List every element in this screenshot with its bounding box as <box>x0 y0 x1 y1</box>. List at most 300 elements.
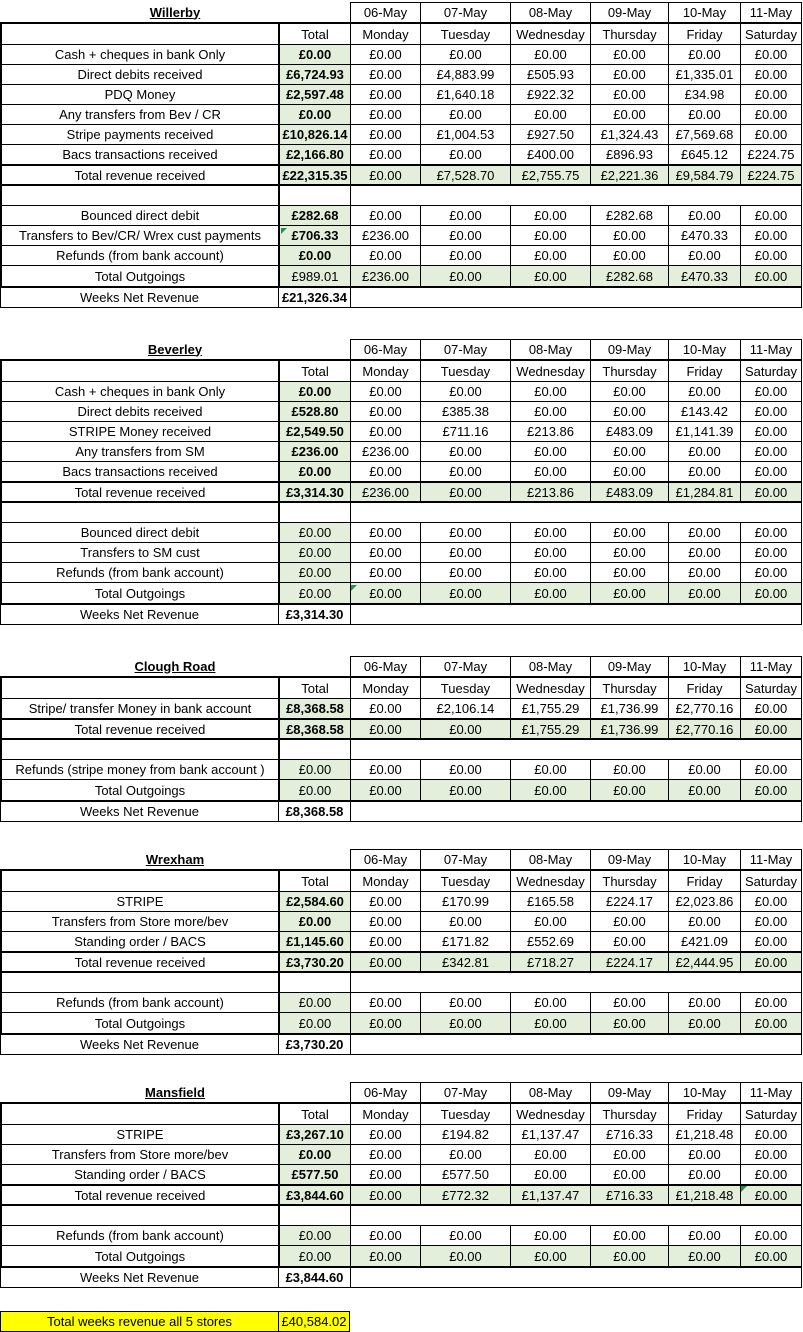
revenue-value-5[interactable]: £1,218.48 <box>668 1124 740 1144</box>
revenue-value-5[interactable]: £0.00 <box>668 104 740 124</box>
total-revenue-total[interactable]: £8,368.58 <box>278 718 350 740</box>
total-revenue-value-2[interactable]: £0.00 <box>420 718 510 740</box>
revenue-value-5[interactable]: £0.00 <box>668 44 740 64</box>
revenue-row-total[interactable]: £10,826.14 <box>278 124 350 144</box>
revenue-value-1[interactable]: £0.00 <box>350 461 420 481</box>
spacer-cell[interactable] <box>278 186 350 206</box>
total-revenue-value-5[interactable]: £9,584.79 <box>668 164 740 186</box>
total-outgoings-value-6[interactable]: £0.00 <box>740 266 802 288</box>
outgoing-value-2[interactable]: £0.00 <box>420 563 510 583</box>
revenue-value-3[interactable]: £0.00 <box>510 911 590 931</box>
outgoing-value-2[interactable]: £0.00 <box>420 523 510 543</box>
revenue-value-1[interactable]: £0.00 <box>350 911 420 931</box>
date-header-5[interactable]: 10-May <box>668 339 740 359</box>
day-header-4[interactable]: Thursday <box>590 22 668 44</box>
revenue-row-total[interactable]: £0.00 <box>278 1144 350 1164</box>
revenue-value-1[interactable]: £0.00 <box>350 124 420 144</box>
revenue-value-1[interactable]: £0.00 <box>350 1164 420 1184</box>
total-outgoings-value-1[interactable]: £0.00 <box>350 583 420 605</box>
outgoing-value-1[interactable]: £0.00 <box>350 563 420 583</box>
revenue-value-4[interactable]: £0.00 <box>590 911 668 931</box>
outgoing-value-4[interactable]: £0.00 <box>590 993 668 1013</box>
total-revenue-value-5[interactable]: £2,770.16 <box>668 718 740 740</box>
total-revenue-value-6[interactable]: £0.00 <box>740 1184 802 1206</box>
header-label-cell[interactable] <box>0 1102 278 1124</box>
revenue-value-1[interactable]: £0.00 <box>350 144 420 164</box>
revenue-value-3[interactable]: £0.00 <box>510 381 590 401</box>
revenue-row-total[interactable]: £0.00 <box>278 381 350 401</box>
outgoing-row-label[interactable]: Transfers to Bev/CR/ Wrex cust payments <box>0 226 278 246</box>
revenue-row-label[interactable]: STRIPE <box>0 1124 278 1144</box>
spacer-cell[interactable] <box>0 973 278 993</box>
revenue-row-total[interactable]: £2,166.80 <box>278 144 350 164</box>
outgoing-row-total[interactable]: £706.33 <box>278 226 350 246</box>
grand-total-label[interactable]: Total weeks revenue all 5 stores <box>0 1311 278 1332</box>
day-header-6[interactable]: Saturday <box>740 359 802 381</box>
outgoing-value-4[interactable]: £282.68 <box>590 206 668 226</box>
total-outgoings-value-2[interactable]: £0.00 <box>420 1246 510 1268</box>
revenue-value-4[interactable]: £0.00 <box>590 381 668 401</box>
date-header-4[interactable]: 09-May <box>590 1082 668 1102</box>
revenue-value-5[interactable]: £34.98 <box>668 84 740 104</box>
revenue-value-6[interactable]: £0.00 <box>740 64 802 84</box>
revenue-value-3[interactable]: £0.00 <box>510 441 590 461</box>
total-outgoings-total[interactable]: £989.01 <box>278 266 350 288</box>
revenue-row-label[interactable]: Any transfers from SM <box>0 441 278 461</box>
day-header-4[interactable]: Thursday <box>590 1102 668 1124</box>
total-outgoings-value-3[interactable]: £0.00 <box>510 780 590 802</box>
net-revenue-blank[interactable] <box>350 605 802 625</box>
outgoing-value-3[interactable]: £0.00 <box>510 543 590 563</box>
total-revenue-total[interactable]: £3,844.60 <box>278 1184 350 1206</box>
revenue-row-total[interactable]: £236.00 <box>278 441 350 461</box>
total-outgoings-value-5[interactable]: £0.00 <box>668 1013 740 1035</box>
spacer-cell[interactable] <box>350 973 802 993</box>
day-header-4[interactable]: Thursday <box>590 869 668 891</box>
net-revenue-label[interactable]: Weeks Net Revenue <box>0 605 278 625</box>
net-revenue-total[interactable]: £3,844.60 <box>278 1268 350 1288</box>
total-outgoings-value-2[interactable]: £0.00 <box>420 780 510 802</box>
revenue-value-6[interactable]: £0.00 <box>740 931 802 951</box>
revenue-value-2[interactable]: £577.50 <box>420 1164 510 1184</box>
revenue-value-5[interactable]: £0.00 <box>668 911 740 931</box>
outgoing-value-1[interactable]: £236.00 <box>350 226 420 246</box>
net-revenue-total[interactable]: £21,326.34 <box>278 288 350 308</box>
revenue-value-6[interactable]: £0.00 <box>740 891 802 911</box>
revenue-value-5[interactable]: £0.00 <box>668 461 740 481</box>
revenue-value-2[interactable]: £0.00 <box>420 104 510 124</box>
revenue-row-label[interactable]: Stripe/ transfer Money in bank account <box>0 698 278 718</box>
outgoing-row-total[interactable]: £282.68 <box>278 206 350 226</box>
total-header[interactable]: Total <box>278 22 350 44</box>
total-header[interactable]: Total <box>278 676 350 698</box>
outgoing-value-3[interactable]: £0.00 <box>510 226 590 246</box>
revenue-value-1[interactable]: £0.00 <box>350 421 420 441</box>
total-revenue-label[interactable]: Total revenue received <box>0 164 278 186</box>
outgoing-value-2[interactable]: £0.00 <box>420 246 510 266</box>
outgoing-value-5[interactable]: £470.33 <box>668 226 740 246</box>
revenue-row-label[interactable]: Bacs transactions received <box>0 461 278 481</box>
revenue-value-2[interactable]: £170.99 <box>420 891 510 911</box>
revenue-value-3[interactable]: £0.00 <box>510 461 590 481</box>
outgoing-value-6[interactable]: £0.00 <box>740 523 802 543</box>
date-header-3[interactable]: 08-May <box>510 656 590 676</box>
revenue-value-6[interactable]: £0.00 <box>740 911 802 931</box>
outgoing-value-5[interactable]: £0.00 <box>668 206 740 226</box>
revenue-value-2[interactable]: £194.82 <box>420 1124 510 1144</box>
total-revenue-value-6[interactable]: £0.00 <box>740 718 802 740</box>
outgoing-value-6[interactable]: £0.00 <box>740 993 802 1013</box>
date-header-2[interactable]: 07-May <box>420 339 510 359</box>
net-revenue-label[interactable]: Weeks Net Revenue <box>0 1035 278 1055</box>
day-header-3[interactable]: Wednesday <box>510 359 590 381</box>
date-header-4[interactable]: 09-May <box>590 2 668 22</box>
revenue-value-3[interactable]: £0.00 <box>510 44 590 64</box>
outgoing-value-2[interactable]: £0.00 <box>420 226 510 246</box>
total-outgoings-value-2[interactable]: £0.00 <box>420 266 510 288</box>
day-header-1[interactable]: Monday <box>350 22 420 44</box>
day-header-1[interactable]: Monday <box>350 676 420 698</box>
outgoing-value-3[interactable]: £0.00 <box>510 1226 590 1246</box>
date-header-6[interactable]: 11-May <box>740 849 802 869</box>
store-title[interactable]: Wrexham <box>145 851 205 867</box>
revenue-value-2[interactable]: £0.00 <box>420 381 510 401</box>
revenue-value-4[interactable]: £0.00 <box>590 1144 668 1164</box>
spacer-cell[interactable] <box>0 186 278 206</box>
revenue-value-5[interactable]: £1,335.01 <box>668 64 740 84</box>
date-header-1[interactable]: 06-May <box>350 2 420 22</box>
spacer-cell[interactable] <box>0 503 278 523</box>
spacer-cell[interactable] <box>278 1206 350 1226</box>
date-header-2[interactable]: 07-May <box>420 1082 510 1102</box>
outgoing-row-total[interactable]: £0.00 <box>278 523 350 543</box>
revenue-value-4[interactable]: £896.93 <box>590 144 668 164</box>
net-revenue-label[interactable]: Weeks Net Revenue <box>0 1268 278 1288</box>
total-outgoings-value-5[interactable]: £470.33 <box>668 266 740 288</box>
revenue-value-2[interactable]: £385.38 <box>420 401 510 421</box>
total-revenue-value-1[interactable]: £0.00 <box>350 164 420 186</box>
revenue-value-2[interactable]: £0.00 <box>420 44 510 64</box>
revenue-value-1[interactable]: £0.00 <box>350 64 420 84</box>
date-header-1[interactable]: 06-May <box>350 1082 420 1102</box>
date-header-1[interactable]: 06-May <box>350 849 420 869</box>
revenue-row-label[interactable]: Transfers from Store more/bev <box>0 911 278 931</box>
revenue-row-label[interactable]: Any transfers from Bev / CR <box>0 104 278 124</box>
revenue-value-6[interactable]: £0.00 <box>740 84 802 104</box>
total-revenue-value-4[interactable]: £2,221.36 <box>590 164 668 186</box>
outgoing-row-label[interactable]: Refunds (from bank account) <box>0 246 278 266</box>
outgoing-value-6[interactable]: £0.00 <box>740 760 802 780</box>
date-header-5[interactable]: 10-May <box>668 1082 740 1102</box>
total-revenue-value-2[interactable]: £342.81 <box>420 951 510 973</box>
revenue-value-4[interactable]: £0.00 <box>590 461 668 481</box>
date-header-3[interactable]: 08-May <box>510 2 590 22</box>
outgoing-value-5[interactable]: £0.00 <box>668 523 740 543</box>
revenue-value-4[interactable]: £224.17 <box>590 891 668 911</box>
revenue-value-5[interactable]: £1,141.39 <box>668 421 740 441</box>
revenue-value-1[interactable]: £0.00 <box>350 104 420 124</box>
header-label-cell[interactable] <box>0 359 278 381</box>
revenue-value-6[interactable]: £0.00 <box>740 1144 802 1164</box>
revenue-value-4[interactable]: £483.09 <box>590 421 668 441</box>
total-revenue-value-3[interactable]: £2,755.75 <box>510 164 590 186</box>
total-revenue-value-3[interactable]: £1,755.29 <box>510 718 590 740</box>
revenue-value-2[interactable]: £0.00 <box>420 1144 510 1164</box>
total-outgoings-value-1[interactable]: £236.00 <box>350 266 420 288</box>
revenue-row-total[interactable]: £2,549.50 <box>278 421 350 441</box>
store-title[interactable]: Willerby <box>149 4 201 20</box>
revenue-value-1[interactable]: £236.00 <box>350 441 420 461</box>
revenue-value-5[interactable]: £645.12 <box>668 144 740 164</box>
revenue-value-3[interactable]: £400.00 <box>510 144 590 164</box>
date-header-2[interactable]: 07-May <box>420 2 510 22</box>
outgoing-value-3[interactable]: £0.00 <box>510 563 590 583</box>
outgoing-value-6[interactable]: £0.00 <box>740 543 802 563</box>
date-header-5[interactable]: 10-May <box>668 849 740 869</box>
day-header-1[interactable]: Monday <box>350 869 420 891</box>
outgoing-value-6[interactable]: £0.00 <box>740 563 802 583</box>
total-outgoings-total[interactable]: £0.00 <box>278 1246 350 1268</box>
revenue-row-total[interactable]: £0.00 <box>278 104 350 124</box>
outgoing-value-3[interactable]: £0.00 <box>510 206 590 226</box>
spacer-cell[interactable] <box>278 503 350 523</box>
outgoing-value-6[interactable]: £0.00 <box>740 246 802 266</box>
revenue-row-total[interactable]: £3,267.10 <box>278 1124 350 1144</box>
revenue-value-6[interactable]: £0.00 <box>740 441 802 461</box>
day-header-2[interactable]: Tuesday <box>420 869 510 891</box>
total-revenue-value-6[interactable]: £0.00 <box>740 951 802 973</box>
total-outgoings-value-6[interactable]: £0.00 <box>740 1013 802 1035</box>
revenue-value-6[interactable]: £0.00 <box>740 1124 802 1144</box>
total-revenue-total[interactable]: £3,730.20 <box>278 951 350 973</box>
outgoing-row-label[interactable]: Transfers to SM cust <box>0 543 278 563</box>
total-outgoings-value-1[interactable]: £0.00 <box>350 1013 420 1035</box>
total-revenue-value-5[interactable]: £2,444.95 <box>668 951 740 973</box>
total-outgoings-value-4[interactable]: £282.68 <box>590 266 668 288</box>
revenue-row-label[interactable]: Stripe payments received <box>0 124 278 144</box>
header-label-cell[interactable] <box>0 676 278 698</box>
revenue-value-5[interactable]: £0.00 <box>668 1164 740 1184</box>
revenue-value-2[interactable]: £0.00 <box>420 441 510 461</box>
revenue-value-5[interactable]: £2,770.16 <box>668 698 740 718</box>
outgoing-value-3[interactable]: £0.00 <box>510 993 590 1013</box>
outgoing-value-6[interactable]: £0.00 <box>740 206 802 226</box>
total-outgoings-value-5[interactable]: £0.00 <box>668 583 740 605</box>
net-revenue-total[interactable]: £8,368.58 <box>278 802 350 822</box>
revenue-value-2[interactable]: £1,004.53 <box>420 124 510 144</box>
outgoing-value-1[interactable]: £0.00 <box>350 523 420 543</box>
day-header-5[interactable]: Friday <box>668 22 740 44</box>
revenue-value-4[interactable]: £0.00 <box>590 441 668 461</box>
total-revenue-value-3[interactable]: £213.86 <box>510 481 590 503</box>
day-header-5[interactable]: Friday <box>668 869 740 891</box>
total-revenue-total[interactable]: £22,315.35 <box>278 164 350 186</box>
total-outgoings-value-4[interactable]: £0.00 <box>590 1013 668 1035</box>
net-revenue-total[interactable]: £3,730.20 <box>278 1035 350 1055</box>
total-outgoings-label[interactable]: Total Outgoings <box>0 780 278 802</box>
revenue-value-4[interactable]: £716.33 <box>590 1124 668 1144</box>
revenue-value-3[interactable]: £0.00 <box>510 401 590 421</box>
revenue-value-5[interactable]: £143.42 <box>668 401 740 421</box>
net-revenue-label[interactable]: Weeks Net Revenue <box>0 288 278 308</box>
net-revenue-label[interactable]: Weeks Net Revenue <box>0 802 278 822</box>
revenue-value-3[interactable]: £1,755.29 <box>510 698 590 718</box>
total-outgoings-label[interactable]: Total Outgoings <box>0 1013 278 1035</box>
revenue-row-label[interactable]: Direct debits received <box>0 401 278 421</box>
total-revenue-value-5[interactable]: £1,284.81 <box>668 481 740 503</box>
date-header-6[interactable]: 11-May <box>740 1082 802 1102</box>
date-header-5[interactable]: 10-May <box>668 656 740 676</box>
spacer-cell[interactable] <box>0 740 278 760</box>
outgoing-row-total[interactable]: £0.00 <box>278 543 350 563</box>
revenue-value-3[interactable]: £505.93 <box>510 64 590 84</box>
revenue-value-2[interactable]: £1,640.18 <box>420 84 510 104</box>
outgoing-value-5[interactable]: £0.00 <box>668 1226 740 1246</box>
revenue-value-1[interactable]: £0.00 <box>350 891 420 911</box>
total-revenue-value-6[interactable]: £0.00 <box>740 481 802 503</box>
revenue-value-3[interactable]: £165.58 <box>510 891 590 911</box>
revenue-value-6[interactable]: £0.00 <box>740 1164 802 1184</box>
total-revenue-value-1[interactable]: £0.00 <box>350 951 420 973</box>
net-revenue-blank[interactable] <box>350 1268 802 1288</box>
spacer-cell[interactable] <box>278 740 350 760</box>
total-outgoings-value-4[interactable]: £0.00 <box>590 780 668 802</box>
revenue-value-5[interactable]: £0.00 <box>668 381 740 401</box>
total-outgoings-value-3[interactable]: £0.00 <box>510 1013 590 1035</box>
outgoing-row-label[interactable]: Refunds (from bank account) <box>0 993 278 1013</box>
revenue-value-3[interactable]: £0.00 <box>510 1164 590 1184</box>
spacer-cell[interactable] <box>350 1206 802 1226</box>
outgoing-value-4[interactable]: £0.00 <box>590 760 668 780</box>
revenue-row-total[interactable]: £1,145.60 <box>278 931 350 951</box>
date-header-6[interactable]: 11-May <box>740 2 802 22</box>
revenue-row-label[interactable]: Cash + cheques in bank Only <box>0 381 278 401</box>
total-revenue-value-1[interactable]: £236.00 <box>350 481 420 503</box>
outgoing-value-5[interactable]: £0.00 <box>668 543 740 563</box>
date-header-4[interactable]: 09-May <box>590 656 668 676</box>
outgoing-value-2[interactable]: £0.00 <box>420 543 510 563</box>
net-revenue-blank[interactable] <box>350 802 802 822</box>
outgoing-row-total[interactable]: £0.00 <box>278 993 350 1013</box>
revenue-value-1[interactable]: £0.00 <box>350 44 420 64</box>
spacer-cell[interactable] <box>350 740 802 760</box>
revenue-row-label[interactable]: Bacs transactions received <box>0 144 278 164</box>
total-revenue-label[interactable]: Total revenue received <box>0 1184 278 1206</box>
outgoing-value-1[interactable]: £0.00 <box>350 760 420 780</box>
total-revenue-label[interactable]: Total revenue received <box>0 481 278 503</box>
outgoing-value-2[interactable]: £0.00 <box>420 206 510 226</box>
outgoing-value-4[interactable]: £0.00 <box>590 563 668 583</box>
outgoing-row-total[interactable]: £0.00 <box>278 563 350 583</box>
revenue-value-3[interactable]: £922.32 <box>510 84 590 104</box>
spacer-cell[interactable] <box>350 503 802 523</box>
date-header-5[interactable]: 10-May <box>668 2 740 22</box>
date-header-4[interactable]: 09-May <box>590 849 668 869</box>
revenue-value-1[interactable]: £0.00 <box>350 698 420 718</box>
revenue-row-total[interactable]: £6,724.93 <box>278 64 350 84</box>
date-header-6[interactable]: 11-May <box>740 339 802 359</box>
total-revenue-label[interactable]: Total revenue received <box>0 951 278 973</box>
total-outgoings-value-4[interactable]: £0.00 <box>590 583 668 605</box>
revenue-value-3[interactable]: £213.86 <box>510 421 590 441</box>
revenue-value-2[interactable]: £171.82 <box>420 931 510 951</box>
revenue-value-2[interactable]: £711.16 <box>420 421 510 441</box>
revenue-row-total[interactable]: £0.00 <box>278 44 350 64</box>
outgoing-value-5[interactable]: £0.00 <box>668 246 740 266</box>
revenue-value-3[interactable]: £1,137.47 <box>510 1124 590 1144</box>
revenue-value-5[interactable]: £2,023.86 <box>668 891 740 911</box>
day-header-2[interactable]: Tuesday <box>420 1102 510 1124</box>
store-title[interactable]: Clough Road <box>134 658 216 674</box>
spacer-cell[interactable] <box>350 186 802 206</box>
revenue-value-4[interactable]: £0.00 <box>590 64 668 84</box>
revenue-value-1[interactable]: £0.00 <box>350 401 420 421</box>
revenue-row-label[interactable]: Transfers from Store more/bev <box>0 1144 278 1164</box>
revenue-value-6[interactable]: £0.00 <box>740 401 802 421</box>
revenue-row-total[interactable]: £2,584.60 <box>278 891 350 911</box>
total-revenue-value-6[interactable]: £224.75 <box>740 164 802 186</box>
date-header-6[interactable]: 11-May <box>740 656 802 676</box>
date-header-1[interactable]: 06-May <box>350 339 420 359</box>
total-outgoings-label[interactable]: Total Outgoings <box>0 266 278 288</box>
date-header-2[interactable]: 07-May <box>420 656 510 676</box>
revenue-value-4[interactable]: £1,736.99 <box>590 698 668 718</box>
day-header-6[interactable]: Saturday <box>740 1102 802 1124</box>
revenue-value-6[interactable]: £0.00 <box>740 44 802 64</box>
outgoing-value-2[interactable]: £0.00 <box>420 760 510 780</box>
total-revenue-value-2[interactable]: £772.32 <box>420 1184 510 1206</box>
day-header-3[interactable]: Wednesday <box>510 869 590 891</box>
day-header-5[interactable]: Friday <box>668 676 740 698</box>
revenue-value-3[interactable]: £927.50 <box>510 124 590 144</box>
outgoing-value-4[interactable]: £0.00 <box>590 543 668 563</box>
total-revenue-value-3[interactable]: £1,137.47 <box>510 1184 590 1206</box>
revenue-row-label[interactable]: PDQ Money <box>0 84 278 104</box>
total-revenue-value-4[interactable]: £716.33 <box>590 1184 668 1206</box>
outgoing-row-label[interactable]: Refunds (from bank account) <box>0 1226 278 1246</box>
revenue-value-6[interactable]: £0.00 <box>740 104 802 124</box>
day-header-1[interactable]: Monday <box>350 359 420 381</box>
revenue-row-label[interactable]: Standing order / BACS <box>0 931 278 951</box>
day-header-1[interactable]: Monday <box>350 1102 420 1124</box>
revenue-value-1[interactable]: £0.00 <box>350 1124 420 1144</box>
total-revenue-label[interactable]: Total revenue received <box>0 718 278 740</box>
revenue-row-total[interactable]: £2,597.48 <box>278 84 350 104</box>
total-outgoings-value-6[interactable]: £0.00 <box>740 1246 802 1268</box>
outgoing-value-6[interactable]: £0.00 <box>740 1226 802 1246</box>
date-header-3[interactable]: 08-May <box>510 849 590 869</box>
revenue-value-4[interactable]: £0.00 <box>590 44 668 64</box>
total-outgoings-total[interactable]: £0.00 <box>278 780 350 802</box>
revenue-row-label[interactable]: Standing order / BACS <box>0 1164 278 1184</box>
date-header-4[interactable]: 09-May <box>590 339 668 359</box>
revenue-row-label[interactable]: STRIPE <box>0 891 278 911</box>
total-revenue-value-4[interactable]: £483.09 <box>590 481 668 503</box>
total-outgoings-total[interactable]: £0.00 <box>278 1013 350 1035</box>
revenue-value-4[interactable]: £1,324.43 <box>590 124 668 144</box>
revenue-value-6[interactable]: £0.00 <box>740 381 802 401</box>
total-outgoings-label[interactable]: Total Outgoings <box>0 1246 278 1268</box>
day-header-5[interactable]: Friday <box>668 359 740 381</box>
outgoing-row-total[interactable]: £0.00 <box>278 760 350 780</box>
outgoing-row-label[interactable]: Refunds (from bank account) <box>0 563 278 583</box>
revenue-value-4[interactable]: £0.00 <box>590 401 668 421</box>
revenue-value-3[interactable]: £552.69 <box>510 931 590 951</box>
date-header-3[interactable]: 08-May <box>510 339 590 359</box>
total-outgoings-value-3[interactable]: £0.00 <box>510 266 590 288</box>
total-header[interactable]: Total <box>278 1102 350 1124</box>
total-revenue-value-4[interactable]: £1,736.99 <box>590 718 668 740</box>
